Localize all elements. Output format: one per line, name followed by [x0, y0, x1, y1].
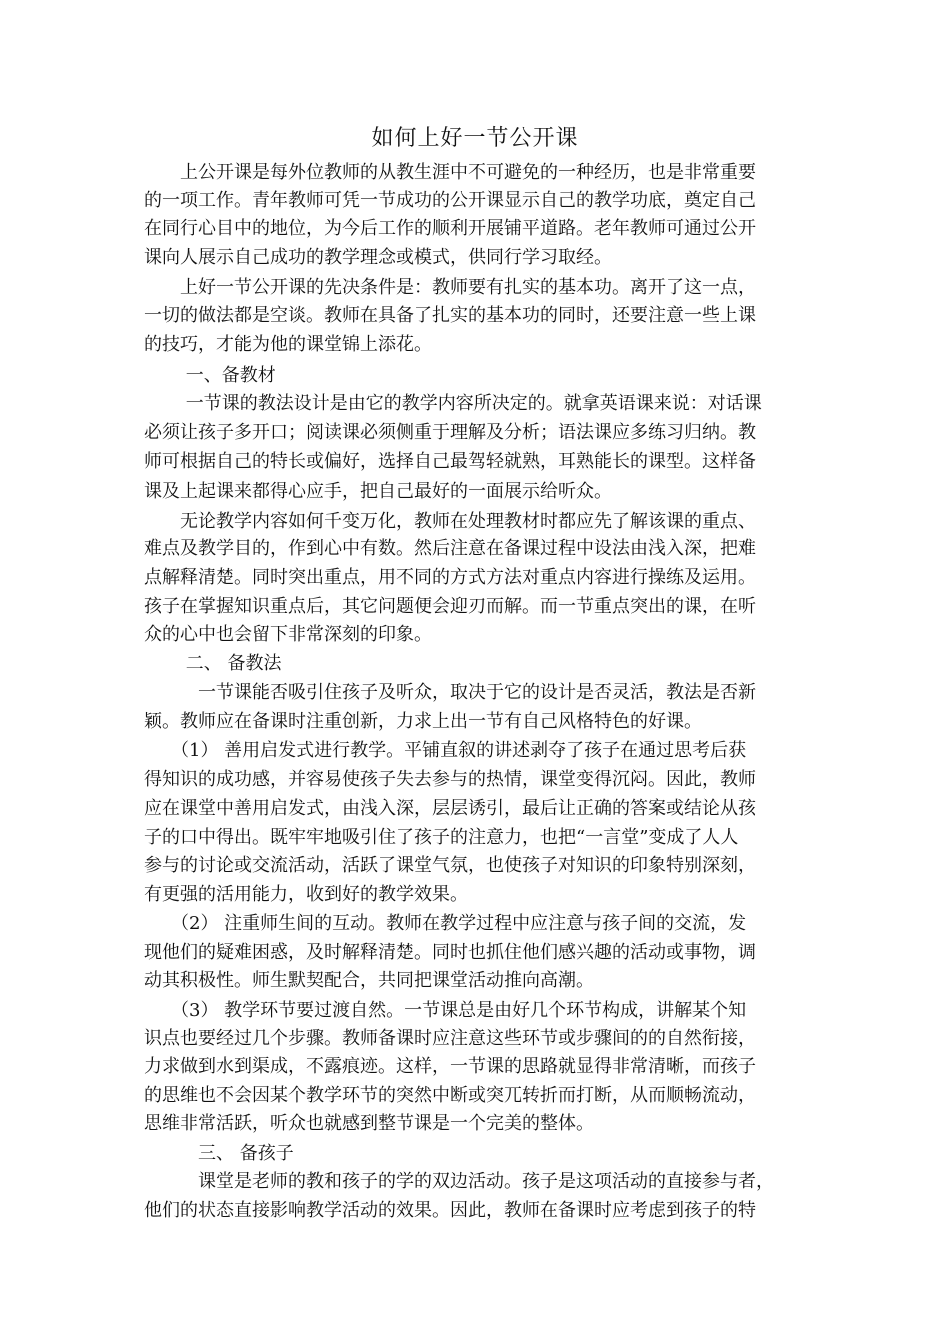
text-line: 动其积极性。师生默契配合，共同把课堂活动推向高潮。 [144, 970, 594, 991]
text-line: 众的心中也会留下非常深刻的印象。 [144, 624, 432, 645]
text-line: 上公开课是每外位教师的从教生涯中不可避免的一种经历，也是非常重要 [144, 162, 756, 183]
text-line: 必须让孩子多开口；阅读课必须侧重于理解及分析；语法课应多练习归纳。教 [144, 422, 756, 443]
text-line: （3） 教学环节要过渡自然。一节课总是由好几个环节构成，讲解某个知 [144, 1000, 747, 1021]
text-line: 参与的讨论或交流活动，活跃了课堂气氛，也使孩子对知识的印象特别深刻， [144, 855, 756, 876]
section-heading: 三、 备孩子 [144, 1143, 294, 1164]
text-line: 思维非常活跃，听众也就感到整节课是一个完美的整体。 [144, 1113, 594, 1134]
text-line: 有更强的活用能力，收到好的教学效果。 [144, 884, 468, 905]
text-line: 课及上起课来都得心应手，把自己最好的一面展示给听众。 [144, 481, 612, 502]
text-line: 一节课的教法设计是由它的教学内容所决定的。就拿英语课来说：对话课 [144, 393, 762, 414]
text-line: 课向人展示自己成功的教学理念或模式，供同行学习取经。 [144, 247, 612, 268]
text-line: 的思维也不会因某个教学环节的突然中断或突兀转折而打断，从而顺畅流动， [144, 1085, 756, 1106]
section-heading: 一、备教材 [144, 365, 276, 386]
text-line: 师可根据自己的特长或偏好，选择自己最驾轻就熟，耳熟能长的课型。这样备 [144, 451, 756, 472]
text-line: 难点及教学目的，作到心中有数。然后注意在备课过程中设法由浅入深，把难 [144, 538, 756, 559]
text-line: 一切的做法都是空谈。教师在具备了扎实的基本功的同时，还要注意一些上课 [144, 305, 756, 326]
text-line: 的技巧，才能为他的课堂锦上添花。 [144, 334, 432, 355]
text-line: 他们的状态直接影响教学活动的效果。因此，教师在备课时应考虑到孩子的特 [144, 1200, 756, 1221]
document-title: 如何上好一节公开课 [371, 126, 579, 151]
text-line: 识点也要经过几个步骤。教师备课时应注意这些环节或步骤间的的自然衔接， [144, 1028, 756, 1049]
text-line: 一节课能否吸引住孩子及听众，取决于它的设计是否灵活，教法是否新 [144, 682, 756, 703]
text-line: 得知识的成功感，并容易使孩子失去参与的热情，课堂变得沉闷。因此，教师 [144, 769, 756, 790]
text-line: 点解释清楚。同时突出重点，用不同的方式方法对重点内容进行操练及运用。 [144, 567, 756, 588]
text-line: （2） 注重师生间的互动。教师在教学过程中应注意与孩子间的交流，发 [144, 913, 747, 934]
text-line: 的一项工作。青年教师可凭一节成功的公开课显示自己的教学功底，奠定自己 [144, 190, 756, 211]
text-line: 应在课堂中善用启发式，由浅入深，层层诱引，最后让正确的答案或结论从孩 [144, 798, 756, 819]
text-line: 无论教学内容如何千变万化，教师在处理教材时都应先了解该课的重点、 [144, 511, 756, 532]
text-line: 在同行心目中的地位，为今后工作的顺利开展铺平道路。老年教师可通过公开 [144, 218, 756, 239]
text-line: 孩子在掌握知识重点后，其它问题便会迎刃而解。而一节重点突出的课，在听 [144, 596, 756, 617]
text-line: 颖。教师应在备课时注重创新，力求上出一节有自己风格特色的好课。 [144, 711, 702, 732]
section-heading: 二、 备教法 [144, 653, 282, 674]
text-line: 子的口中得出。既牢牢地吸引住了孩子的注意力，也把“一言堂”变成了人人 [144, 827, 739, 848]
text-line: 现他们的疑难困惑，及时解释清楚。同时也抓住他们感兴趣的活动或事物，调 [144, 942, 756, 963]
text-line: 课堂是老师的教和孩子的学的双边活动。孩子是这项活动的直接参与者， [144, 1171, 774, 1192]
text-line: 上好一节公开课的先决条件是：教师要有扎实的基本功。离开了这一点， [144, 277, 756, 298]
text-line: （1） 善用启发式进行教学。平铺直叙的讲述剥夺了孩子在通过思考后获 [144, 740, 747, 761]
text-line: 力求做到水到渠成，不露痕迹。这样，一节课的思路就显得非常清晰，而孩子 [144, 1056, 756, 1077]
